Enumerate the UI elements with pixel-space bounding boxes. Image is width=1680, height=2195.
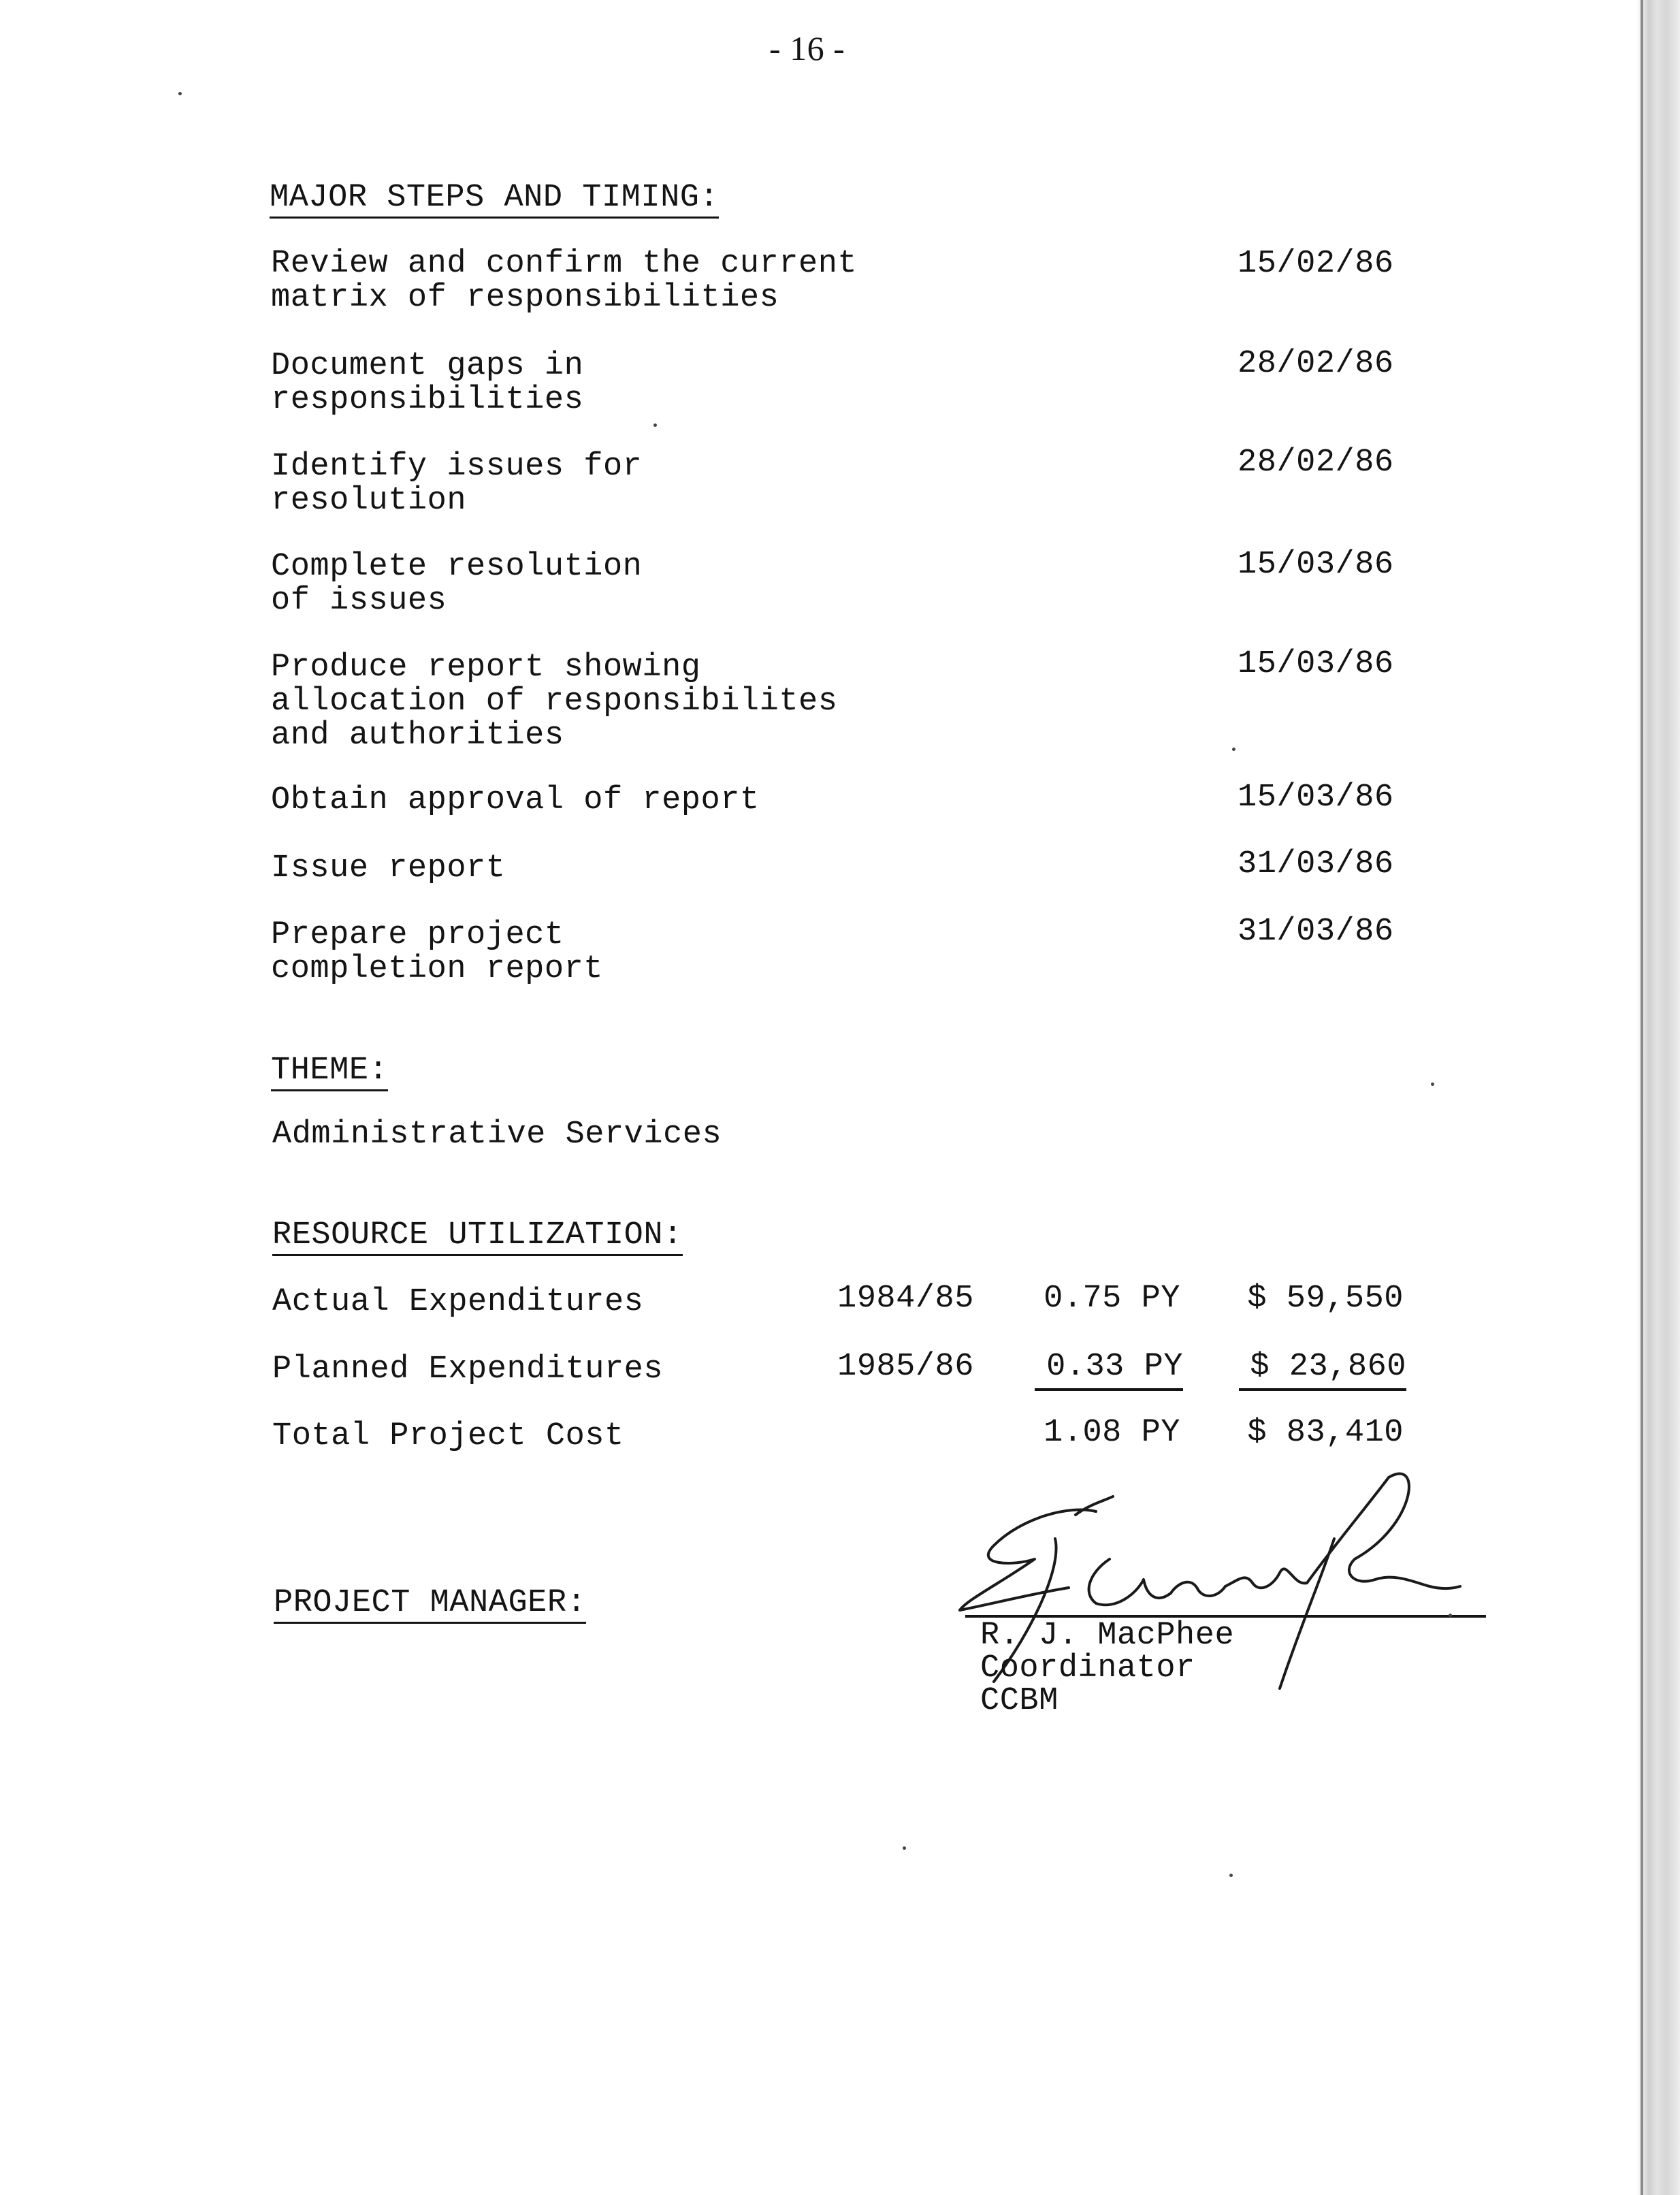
scan-speck — [903, 1846, 906, 1850]
resource-utilization-heading: RESOURCE UTILIZATION: — [272, 1219, 683, 1256]
expenditure-label: Actual Expenditures — [272, 1284, 644, 1320]
total-person-years: 1.08 PY — [1044, 1415, 1180, 1451]
step-date: 31/03/86 — [1238, 914, 1394, 950]
step-date: 28/02/86 — [1238, 346, 1394, 382]
project-manager-heading: PROJECT MANAGER: — [274, 1586, 586, 1624]
manager-title: Coordinator — [980, 1650, 1195, 1686]
scan-speck — [1232, 748, 1235, 751]
scan-speck — [1431, 1083, 1434, 1086]
step-description: Produce report showing allocation of responsibilites and authorities — [271, 650, 838, 754]
step-description: Complete resolution of issues — [271, 549, 643, 619]
expenditure-cost: $ 59,550 — [1247, 1281, 1404, 1317]
step-description: Obtain approval of report — [271, 782, 760, 818]
step-date: 28/02/86 — [1238, 445, 1394, 481]
step-date: 15/03/86 — [1238, 780, 1394, 816]
step-description: Issue report — [271, 850, 506, 886]
theme-value: Administrative Services — [272, 1117, 722, 1153]
scan-speck — [1229, 1874, 1233, 1877]
scan-speck — [178, 92, 182, 95]
scan-speck — [1449, 1614, 1452, 1617]
step-description: Identify issues for resolution — [271, 449, 643, 519]
total-cost: $ 83,410 — [1247, 1415, 1404, 1451]
step-description: Review and confirm the current matrix of responsibilities — [271, 246, 858, 316]
step-date: 15/03/86 — [1238, 646, 1394, 682]
fiscal-year: 1985/86 — [837, 1349, 974, 1385]
scan-edge-line — [1641, 0, 1643, 2195]
major-steps-heading: MAJOR STEPS AND TIMING: — [270, 181, 719, 219]
step-date: 31/03/86 — [1238, 846, 1394, 882]
person-years: 0.75 PY — [1044, 1281, 1180, 1317]
step-date: 15/02/86 — [1238, 246, 1394, 282]
expenditure-label: Planned Expenditures — [272, 1351, 664, 1388]
step-description: Document gaps in responsibilities — [271, 348, 584, 418]
step-date: 15/03/86 — [1238, 547, 1394, 583]
manager-name: R. J. MacPhee — [980, 1618, 1235, 1654]
theme-heading: THEME: — [271, 1054, 388, 1091]
step-description: Prepare project completion report — [271, 917, 603, 987]
scan-speck — [653, 423, 657, 427]
fiscal-year: 1984/85 — [837, 1281, 974, 1317]
manager-organization: CCBM — [980, 1683, 1059, 1719]
expenditure-cost: $ 23,860 — [1239, 1350, 1406, 1391]
page-number: - 16 - — [769, 29, 845, 67]
total-cost-label: Total Project Cost — [272, 1418, 624, 1454]
person-years: 0.33 PY — [1035, 1350, 1183, 1391]
